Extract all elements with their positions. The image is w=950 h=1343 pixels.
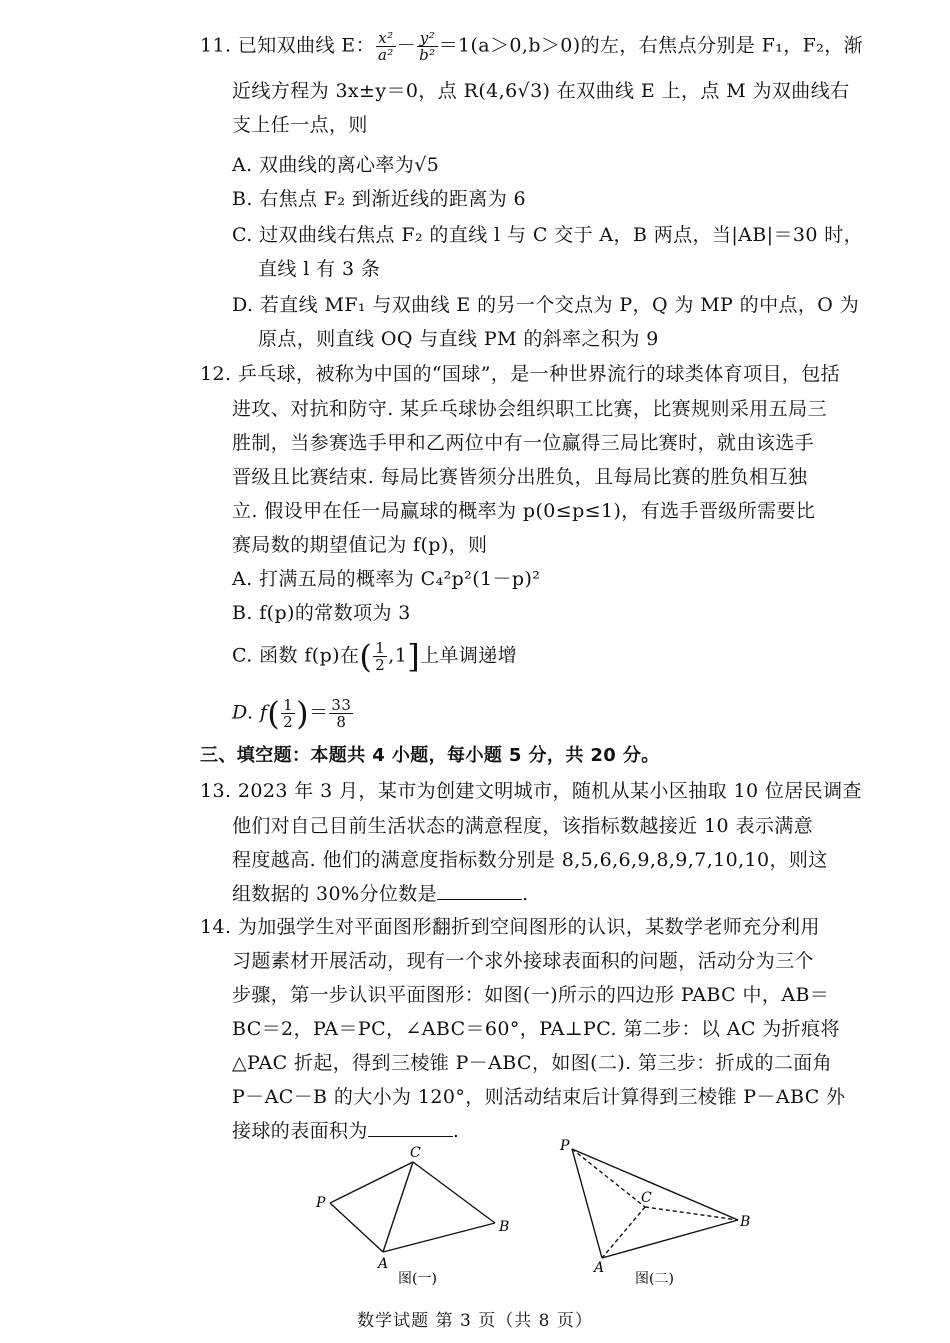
q12-line5: 立. 假设甲在任一局赢球的概率为 p(0≤p≤1)，有选手晋级所需要比 [232,500,816,522]
figures [300,1135,770,1290]
frac-one-half-d: $\frac{1}{2}$ [283,696,294,731]
q14-line1: 14. 为加强学生对平面图形翻折到空间图形的认识，某数学老师充分利用 [200,916,820,938]
q11-line1: 11. 已知双曲线 E： $\frac{\text{x²}}{\text{a²}}$ － $\frac{\text{y²}}{\text{b²}}$ ＝1(a＞0,b＞0)的左，右焦点分别是 F₁，F₂，渐 [200,29,864,64]
q11-option-c-line1: C. 过双曲线右焦点 F₂ 的直线 l 与 C 交于 A，B 两点，当|AB|＝30 时， [232,224,864,246]
q12-option-d: D. f( $\frac{1}{2}$ )＝ $\frac{33}{8}$ [232,694,352,733]
q14-line6: P－AC－B 的大小为 120°，则活动结束后计算得到三棱锥 P－ABC 外 [232,1086,846,1108]
figure-1 [330,1162,495,1252]
q11-option-d-line1: D. 若直线 MF₁ 与双曲线 E 的另一个交点为 P，Q 为 MP 的中点，O 为 [232,294,860,316]
q13-line4: 组数据的 30%分位数是 . [232,883,529,905]
q11-line2: 近线方程为 3x±y＝0，点 R(4,6√3) 在双曲线 E 上，点 M 为双曲线右 [232,80,850,102]
q11-stem-start: 11. 已知双曲线 E： [200,34,375,57]
frac-one-half: $\frac{1}{2}$ [375,639,386,674]
fig1-label-c: C [410,1145,421,1161]
q12-line1: 12. 乒乓球，被称为中国的“国球”，是一种世界流行的球类体育项目，包括 [200,363,841,385]
frac-x2-a2: $\frac{\text{x²}}{\text{a²}}$ [377,29,394,64]
fig2-caption: 图(二) [635,1271,674,1287]
fig2-edge-pc [572,1149,645,1207]
fig1-edge-ac [383,1162,413,1252]
q11-option-b: B. 右焦点 F₂ 到渐近线的距离为 6 [232,188,527,210]
q11-line3: 支上任一点，则 [232,114,368,136]
frac-33-8: $\frac{33}{8}$ [331,696,352,731]
fig2-label-b: B [740,1214,751,1230]
fig2-edge-pb [572,1149,738,1220]
q12-line2: 进攻、对抗和防守. 某乒乓球协会组织职工比赛，比赛规则采用五局三 [232,398,827,420]
fig2-label-c: C [641,1190,652,1206]
fig1-label-b: B [499,1219,510,1235]
fig1-edge-ba [383,1223,495,1252]
fig1-caption: 图(一) [398,1271,437,1287]
figure-2 [572,1149,738,1258]
fig2-edge-pa [572,1149,602,1258]
frac-y2-b2: $\frac{\text{y²}}{\text{b²}}$ [419,29,436,64]
q12-option-c: C. 函数 f(p)在( $\frac{1}{2}$ ,1]上单调递增 [232,637,518,676]
q12-line4: 晋级且比赛结束. 每局比赛皆须分出胜负，且每局比赛的胜负相互独 [232,466,808,488]
q13-line1: 13. 2023 年 3 月，某市为创建文明城市，随机从某小区抽取 10 位居民调查 [200,780,862,802]
q12-line3: 胜制，当参赛选手甲和乙两位中有一位赢得三局比赛时，就由该选手 [232,432,815,454]
q14-line4: BC＝2，PA＝PC，∠ABC＝60°，PA⊥PC. 第二步：以 AC 为折痕将 [232,1018,840,1040]
q14-line7: 接球的表面积为 . [232,1120,460,1142]
section-3-heading: 三、填空题：本题共 4 小题，每小题 5 分，共 20 分。 [200,745,660,766]
q13-line3: 程度越高. 他们的满意度指标数分别是 8,5,6,6,9,8,9,7,10,10，则这 [232,849,828,871]
fig2-edge-ca [602,1207,645,1258]
fig1-edge-cb [413,1162,495,1223]
q13-line2: 他们对自己目前生活状态的满意程度，该指标数越接近 10 表示满意 [232,815,814,837]
fig2-label-p: P [560,1138,570,1154]
q11-option-a: A. 双曲线的离心率为√5 [232,154,440,176]
q11-option-c-line2: 直线 l 有 3 条 [258,258,381,280]
q14-line5: △PAC 折起，得到三棱锥 P－ABC，如图(二). 第三步：折成的二面角 [232,1052,833,1074]
fig1-label-a: A [378,1256,389,1272]
q12-option-b: B. f(p)的常数项为 3 [232,602,411,624]
q12-line6: 赛局数的期望值记为 f(p)，则 [232,534,488,556]
q14-line3: 步骤，第一步认识平面图形：如图(一)所示的四边形 PABC 中，AB＝ [232,984,830,1006]
q14-line2: 习题素材开展活动，现有一个求外接球表面积的问题，活动分为三个 [232,950,815,972]
fig1-edge-ap [330,1203,383,1252]
fig1-edge-pc [330,1162,413,1203]
q11-option-d-line2: 原点，则直线 OQ 与直线 PM 的斜率之积为 9 [258,328,659,350]
fig2-edge-ab [602,1220,738,1258]
q12-option-a: A. 打满五局的概率为 C₄²p²(1－p)² [232,568,541,590]
fig1-label-p: P [316,1195,326,1211]
q11-eq-tail: ＝1(a＞0,b＞0)的左，右焦点分别是 F₁，F₂，渐 [438,34,864,57]
answer-blank-13 [437,881,522,900]
page-footer: 数学试题 第 3 页（共 8 页） [357,1311,593,1331]
fig2-label-a: A [594,1260,605,1276]
